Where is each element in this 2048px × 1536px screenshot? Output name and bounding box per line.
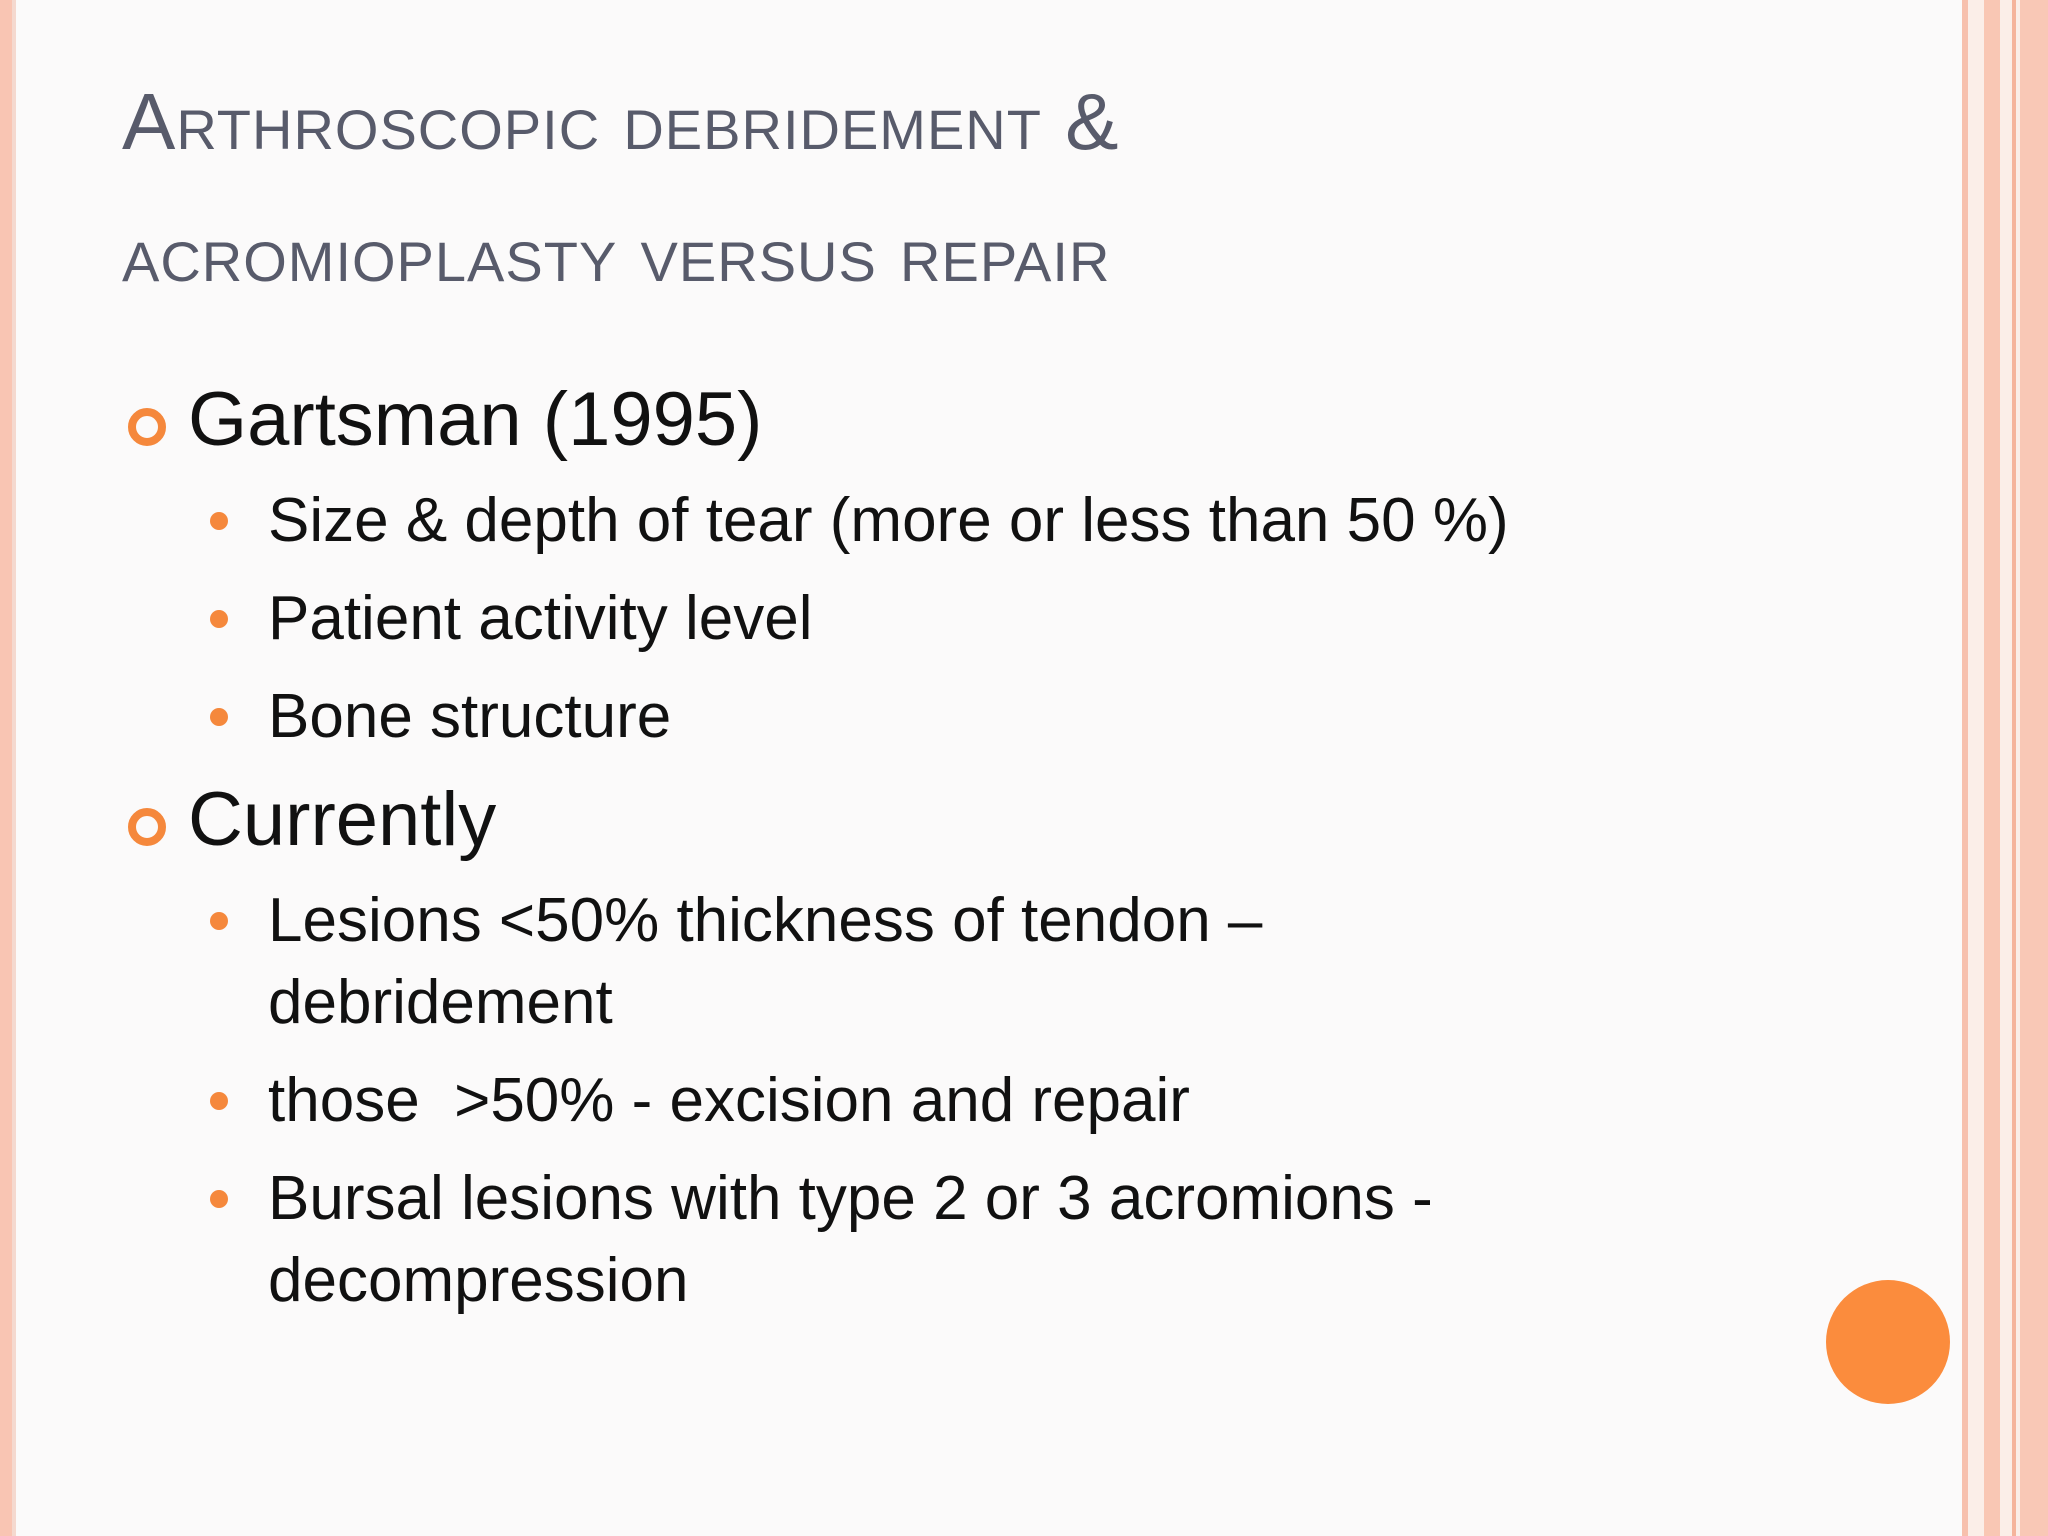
section-heading — [122, 370, 1902, 470]
left-border-stripe — [0, 0, 12, 1536]
list-item-text: Size & depth of tear (more or less than 50 %) — [268, 486, 1509, 555]
dot-bullet-icon — [210, 1190, 228, 1208]
list-item-text: Lesions <50% thickness of tendon – debridement — [268, 886, 1263, 1037]
section-heading-text: Gartsman (1995) — [188, 377, 763, 462]
right-border-line — [2020, 0, 2048, 1536]
list-item-text: those >50% - excision and repair — [268, 1066, 1190, 1135]
section-items — [122, 480, 1902, 758]
dot-bullet-icon — [210, 610, 228, 628]
dot-bullet-icon — [210, 708, 228, 726]
list-item — [122, 480, 1902, 562]
orange-circle — [1826, 1280, 1950, 1404]
slide-body — [122, 370, 1902, 1338]
ring-bullet-icon — [128, 408, 166, 446]
list-item — [122, 1158, 1592, 1322]
list-item — [122, 676, 1902, 758]
list-item-text: Bursal lesions with type 2 or 3 acromions - decompression — [268, 1164, 1433, 1315]
title-line-1: Arthroscopic debridement & — [122, 77, 1120, 166]
dot-bullet-icon — [210, 912, 228, 930]
section-heading-text: Currently — [188, 777, 497, 862]
slide-title — [122, 56, 1682, 320]
list-item — [122, 880, 1592, 1044]
right-border-line — [2012, 0, 2016, 1536]
right-border-line — [1984, 0, 2000, 1536]
right-border-line — [1962, 0, 1968, 1536]
section-items — [122, 880, 1592, 1322]
list-item-text: Patient activity level — [268, 584, 813, 653]
dot-bullet-icon — [210, 512, 228, 530]
dot-bullet-icon — [210, 1092, 228, 1110]
ring-bullet-icon — [128, 808, 166, 846]
title-line-2: acromioplasty versus repair — [122, 209, 1111, 298]
list-item — [122, 578, 1902, 660]
list-item-text: Bone structure — [268, 682, 672, 751]
list-item — [122, 1060, 1592, 1142]
left-border-stripe-inner — [12, 0, 16, 1536]
section-heading — [122, 770, 1902, 870]
